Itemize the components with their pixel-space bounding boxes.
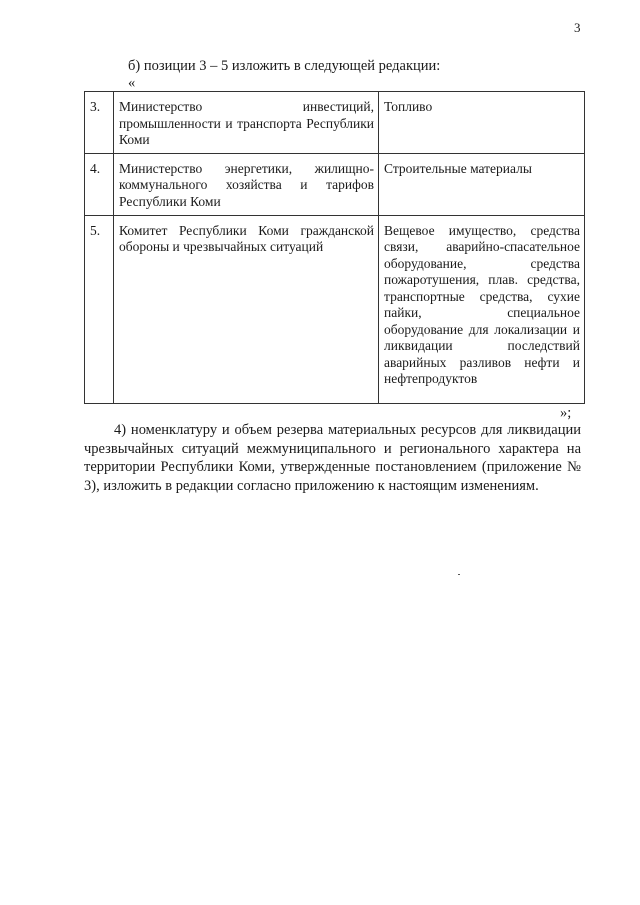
row-number: 5. — [85, 215, 114, 403]
organization-cell: Комитет Республики Коми гражданской обороны и чрезвычайных ситуаций — [114, 215, 379, 403]
row-number: 3. — [85, 92, 114, 154]
page-number: 3 — [574, 20, 581, 35]
resources-cell: Топливо — [379, 92, 585, 154]
scan-speck — [458, 574, 460, 575]
organization-cell: Министерство энергетики, жилищно-коммунального хозяйства и тарифов Республики Коми — [114, 153, 379, 215]
resources-cell: Вещевое имущество, средства связи, аварийно-спасательное оборудование, средства пожаротушения, плав. средства, транспортные средства, сухие пайки, специальное оборудование для локализации и ликвидации последствий аварийных разливов нефти и нефтепродуктов — [379, 215, 585, 403]
table-row — [85, 215, 585, 403]
table-row — [85, 92, 585, 154]
row-number: 4. — [85, 153, 114, 215]
table-row — [85, 153, 585, 215]
close-quote-mark: »; — [560, 405, 572, 421]
paragraph-item-4: 4) номенклатуру и объем резерва материальных ресурсов для ликвидации чрезвычайных ситуаций межмуниципального и регионального характера на территории Республики Коми, утвержденные постановлением (приложение № 3), изложить в редакции согласно приложению к настоящим изменениям. — [84, 422, 581, 494]
open-quote-mark: « — [128, 75, 136, 91]
positions-table — [84, 91, 585, 404]
organization-cell: Министерство инвестиций, промышленности и транспорта Республики Коми — [114, 92, 379, 154]
intro-line: б) позиции 3 – 5 изложить в следующей редакции: — [128, 58, 441, 74]
resources-cell: Строительные материалы — [379, 153, 585, 215]
